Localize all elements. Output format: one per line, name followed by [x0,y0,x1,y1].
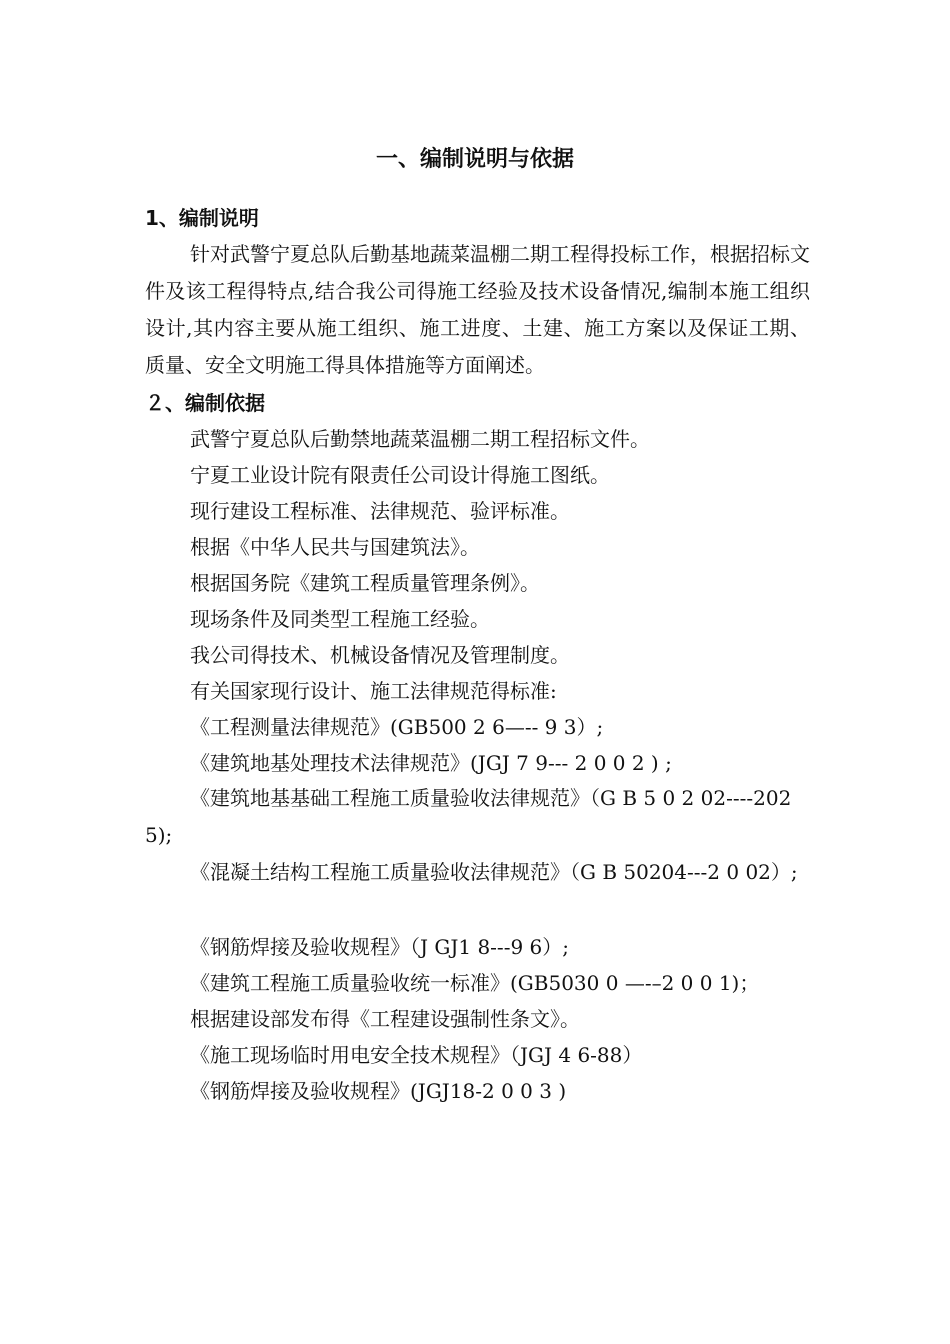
standard-item-3: 《建筑地基基础工程施工质量验收法律规范》（G B 5 0 2 02----2025); [145,786,792,847]
standard-item-6: 《建筑工程施工质量验收统一标准》(GB5030 0 —-–2 0 0 1)； [190,971,760,995]
standard-item-7: 根据建设部发布得《工程建设强制性条文》。 [190,1007,580,1031]
basis-item-4: 根据《中华人民共与国建筑法》。 [190,535,480,559]
section-1-heading: 1、编制说明 [145,206,259,230]
basis-item-8: 有关国家现行设计、施工法律规范得标准: [190,679,557,703]
standard-item-5: 《钢筋焊接及验收规程》（J GJ1 8---9 6）; [190,935,569,959]
standard-item-4: 《混凝土结构工程施工质量验收法律规范》（G B 50204---2 0 02）; [190,860,798,884]
section-2-heading: ２、编制依据 [145,391,265,415]
basis-item-2: 宁夏工业设计院有限责任公司设计得施工图纸。 [190,463,610,487]
page-title: 一、编制说明与依据 [375,147,574,172]
standard-item-1: 《工程测量法律规范》(GB500 2 6—-- 9 3）; [190,715,604,739]
standard-item-9: 《钢筋焊接及验收规程》(JGJ18-2 0 0 3 ) [190,1079,567,1103]
basis-item-6: 现场条件及同类型工程施工经验。 [190,607,490,631]
basis-item-5: 根据国务院《建筑工程质量管理条例》。 [190,571,540,595]
basis-item-1: 武警宁夏总队后勤禁地蔬菜温棚二期工程招标文件。 [190,427,650,451]
standard-item-8: 《施工现场临时用电安全技术规程》（JGJ 4 6-88） [190,1043,643,1067]
basis-item-3: 现行建设工程标准、法律规范、验评标准。 [190,499,570,523]
section-1-paragraph: 针对武警宁夏总队后勤基地蔬菜温棚二期工程得投标工作，根据招标文件及该工程得特点,结合我公司得施工经验及技术设备情况,编制本施工组织设计,其内容主要从施工组织、施工进度、土建、施工方案以及保证工期、质量、安全文明施工得具体措施等方面阐述。 [145,242,810,377]
basis-item-7: 我公司得技术、机械设备情况及管理制度。 [190,643,570,667]
standard-item-2: 《建筑地基处理技术法律规范》(JGJ 7 9--- 2 0 0 2 ) ; [190,751,672,775]
